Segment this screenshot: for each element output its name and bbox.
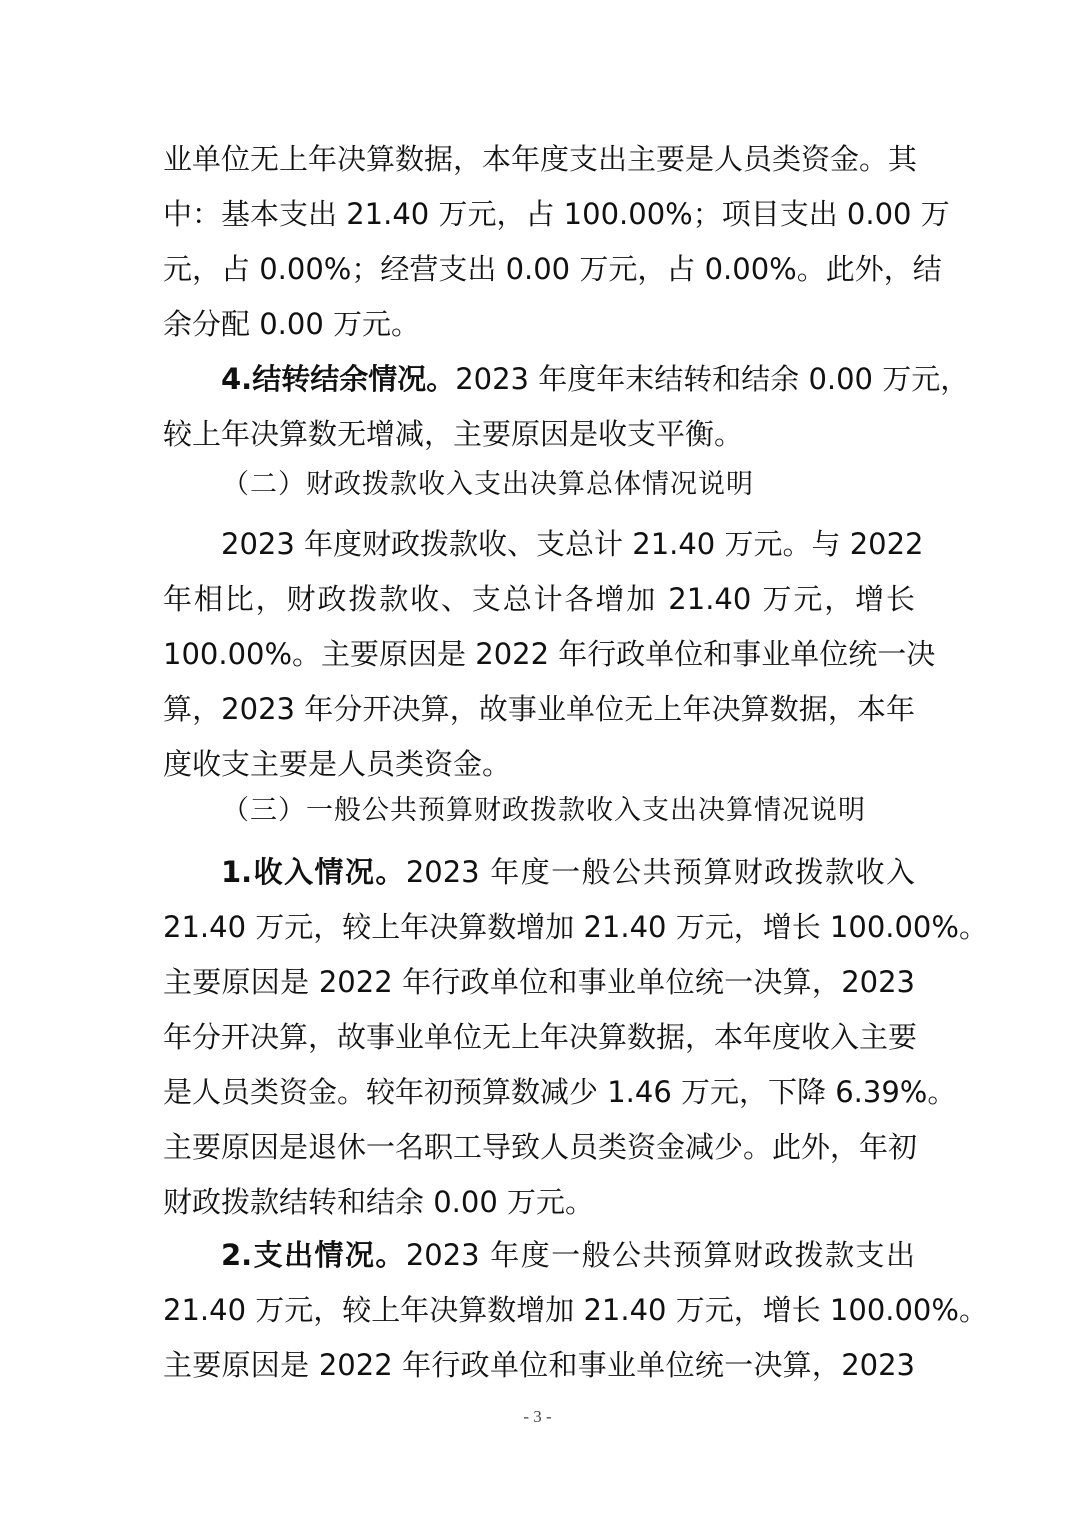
paragraph-line: 较上年决算数无增减，主要原因是收支平衡。	[163, 417, 744, 451]
paragraph-line: 2023 年度财政拨款收、支总计 21.40 万元。与 2022	[221, 527, 924, 561]
paragraph-line: 中：基本支出 21.40 万元，占 100.00%；项目支出 0.00 万	[163, 197, 950, 231]
paragraph-line: 业单位无上年决算数据，本年度支出主要是人员类资金。其	[163, 142, 918, 176]
paragraph-line: 余分配 0.00 万元。	[163, 307, 421, 341]
section-text: 2023 年度年末结转和结余 0.00 万元，	[455, 362, 970, 396]
paragraph-line: 算，2023 年分开决算，故事业单位无上年决算数据，本年	[163, 692, 915, 726]
section-title: 4.结转结余情况。	[221, 362, 456, 396]
section-carryover-line	[221, 359, 970, 399]
paragraph-line: 年分开决算，故事业单位无上年决算数据，本年度收入主要	[163, 1020, 918, 1054]
income-title-line	[221, 852, 915, 892]
paragraph-line: 主要原因是 2022 年行政单位和事业单位统一决算，2023	[163, 1348, 915, 1382]
paragraph-line: 100.00%。主要原因是 2022 年行政单位和事业单位统一决	[163, 637, 936, 671]
paragraph-line: 元，占 0.00%；经营支出 0.00 万元，占 0.00%。此外，结	[163, 252, 942, 286]
section-text: 2023 年度一般公共预算财政拨款支出	[405, 1238, 915, 1272]
paragraph-line: 财政拨款结转和结余 0.00 万元。	[163, 1185, 595, 1219]
section-heading: （二）财政拨款收入支出决算总体情况说明	[222, 469, 754, 500]
section-title: 1.收入情况。	[221, 855, 406, 889]
section-title: 2.支出情况。	[221, 1238, 406, 1272]
paragraph-line: 是人员类资金。较年初预算数减少 1.46 万元，下降 6.39%。	[163, 1075, 957, 1109]
paragraph-line: 21.40 万元，较上年决算数增加 21.40 万元，增长 100.00%。	[163, 1293, 988, 1327]
paragraph-line: 度收支主要是人员类资金。	[163, 747, 512, 781]
paragraph-line: 年相比，财政拨款收、支总计各增加 21.40 万元，增长	[163, 582, 915, 616]
section-text: 2023 年度一般公共预算财政拨款收入	[405, 855, 915, 889]
paragraph-line: 主要原因是退休一名职工导致人员类资金减少。此外，年初	[163, 1130, 918, 1164]
section-heading: （三）一般公共预算财政拨款收入支出决算情况说明	[222, 795, 866, 826]
paragraph-line: 21.40 万元，较上年决算数增加 21.40 万元，增长 100.00%。	[163, 910, 988, 944]
paragraph-line: 主要原因是 2022 年行政单位和事业单位统一决算，2023	[163, 965, 915, 999]
expense-title-line	[221, 1235, 915, 1275]
page-number: - 3 -	[523, 1407, 552, 1426]
